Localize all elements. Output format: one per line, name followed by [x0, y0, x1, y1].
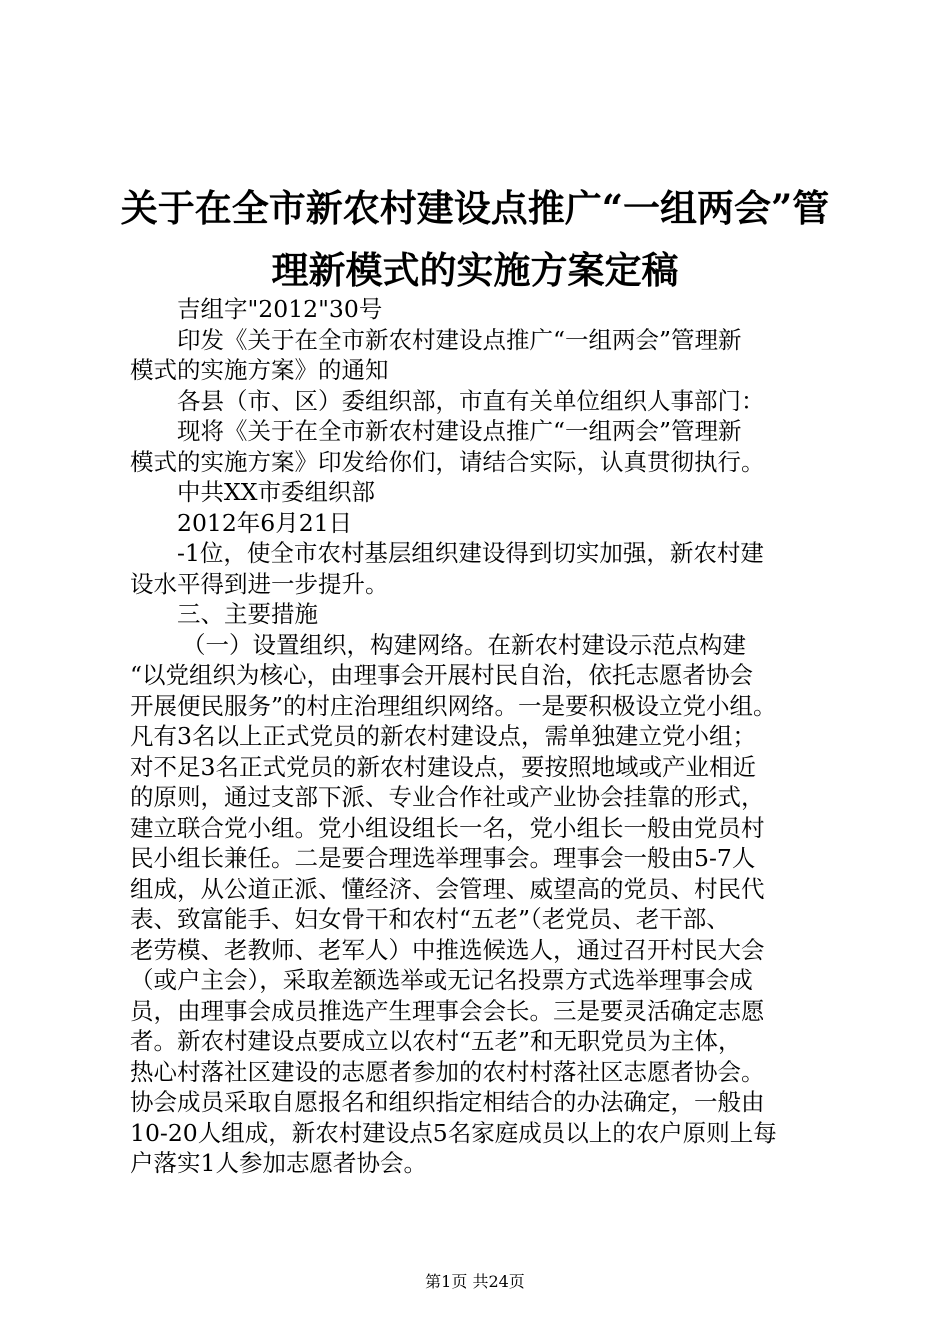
body-paragraph-line: 模式的实施方案》印发给你们，请结合实际，认真贯彻执行。 — [130, 447, 765, 476]
body-paragraph-line: 现将《关于在全市新农村建设点推广“一组两会”管理新 — [177, 417, 742, 445]
body-paragraph-line: 表、致富能手、妇女骨干和农村“五老”（老党员、老干部、 — [130, 905, 730, 933]
doc-number: 吉组字"2012"30号 — [177, 295, 383, 323]
body-paragraph-line: -1位，使全市农村基层组织建设得到切实加强，新农村建 — [177, 539, 764, 567]
body-paragraph-line: 建立联合党小组。党小组设组长一名，党小组长一般由党员村 — [130, 813, 765, 842]
body-paragraph-line: 组成，从公道正派、懂经济、会管理、威望高的党员、村民代 — [130, 874, 765, 903]
body-paragraph-line: 员，由理事会成员推选产生理事会会长。三是要灵活确定志愿 — [130, 996, 765, 1025]
date-line: 2012年6月21日 — [177, 508, 353, 537]
body-paragraph-line: 的原则，通过支部下派、专业合作社或产业协会挂靠的形式， — [130, 783, 765, 811]
page-footer: 第1页 共24页 — [425, 1272, 525, 1291]
body-paragraph-line: 设水平得到进一步提升。 — [130, 569, 389, 598]
body-paragraph-line: 民小组长兼任。二是要合理选举理事会。理事会一般由5-7人 — [130, 844, 756, 872]
body-paragraph-line: 开展便民服务”的村庄治理组织网络。一是要积极设立党小组。 — [130, 691, 777, 720]
body-paragraph-line: 户落实1人参加志愿者协会。 — [130, 1149, 427, 1177]
body-paragraph-line: 协会成员采取自愿报名和组织指定相结合的办法确定，一般由 — [130, 1088, 765, 1116]
body-paragraph-line: 凡有3名以上正式党员的新农村建设点，需单独建立党小组； — [130, 722, 756, 750]
body-paragraph-line: 老劳模、老教师、老军人）中推选候选人，通过召开村民大会 — [130, 935, 765, 964]
body-paragraph-line: （一）设置组织，构建网络。在新农村建设示范点构建 — [182, 630, 746, 659]
notice-title-line: 印发《关于在全市新农村建设点推广“一组两会”管理新 — [177, 325, 742, 354]
body-paragraph-line: 10-20人组成，新农村建设点5名家庭成员以上的农户原则上每 — [130, 1118, 777, 1147]
notice-title-line: 模式的实施方案》的通知 — [130, 356, 389, 384]
body-paragraph-line: “以党组织为核心，由理事会开展村民自治，依托志愿者协会 — [130, 661, 754, 689]
document-body — [130, 294, 830, 1179]
section-heading: 三、主要措施 — [177, 600, 318, 628]
issuer-line: 中共XX市委组织部 — [177, 478, 375, 506]
body-paragraph-line: （或户主会），采取差额选举或无记名投票方式选举理事会成 — [130, 966, 753, 994]
body-paragraph-line: 对不足3名正式党员的新农村建设点，要按照地域或产业相近 — [130, 752, 756, 781]
document-title-line-2: 理新模式的实施方案定稿 — [271, 248, 679, 292]
recipients-line: 各县（市、区）委组织部，市直有关单位组织人事部门： — [177, 386, 765, 415]
document-title-line-1: 关于在全市新农村建设点推广“一组两会”管 — [120, 186, 830, 230]
body-paragraph-line: 者。新农村建设点要成立以农村“五老”和无职党员为主体， — [130, 1027, 742, 1055]
body-paragraph-line: 热心村落社区建设的志愿者参加的农村村落社区志愿者协会。 — [130, 1057, 765, 1086]
